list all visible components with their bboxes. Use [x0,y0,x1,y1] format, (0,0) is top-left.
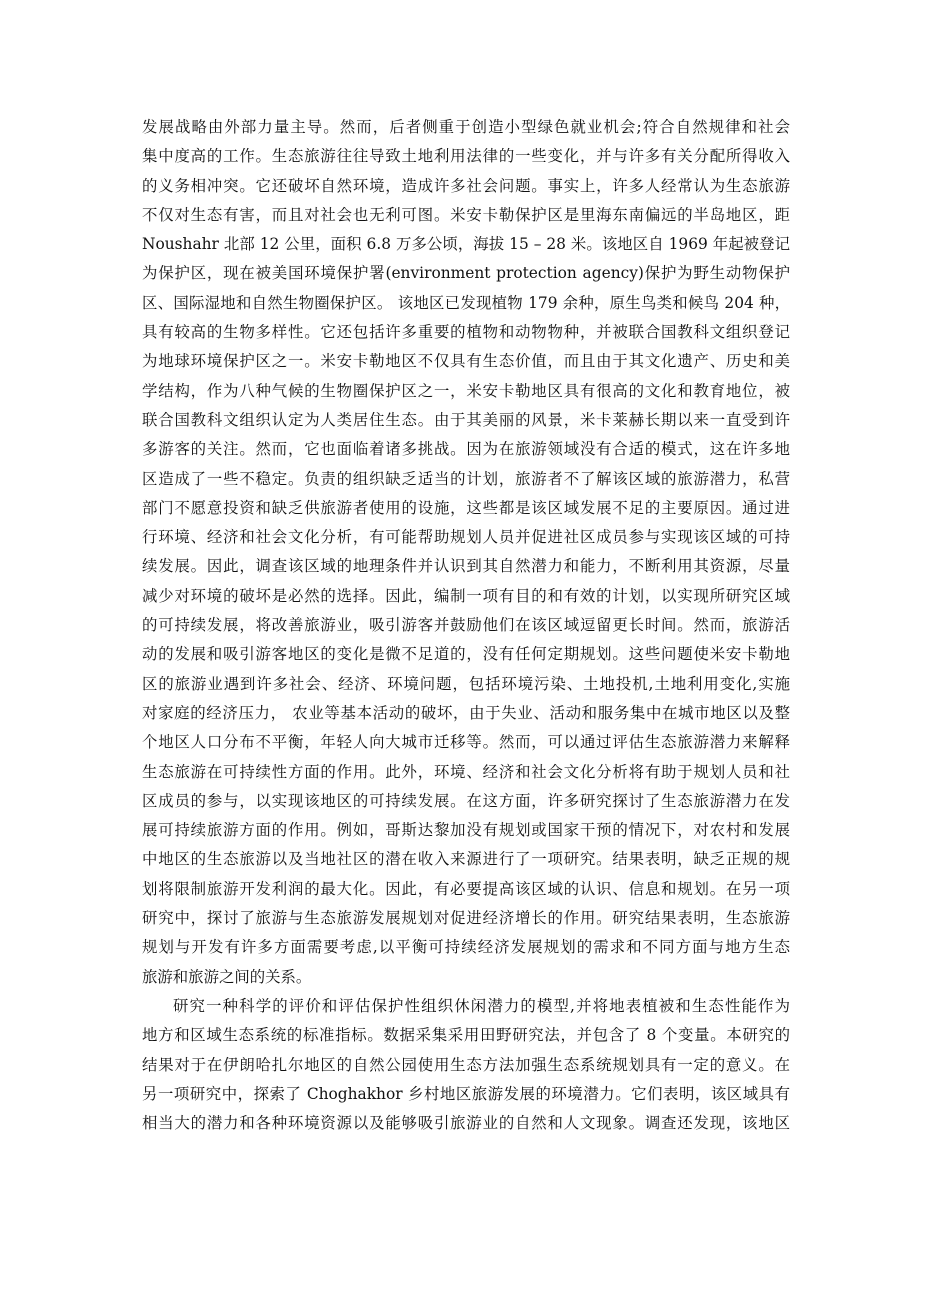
text-line: 结果对于在伊朗哈扎尔地区的自然公园使用生态方法加强生态系统规划具有一定的意义。在 [142,1055,790,1074]
text-line: 多游客的关注。然而，它也面临着诸多挑战。因为在旅游领域没有合适的模式，这在许多地 [142,440,790,459]
body-text [142,113,790,1138]
text-line: 不仅对生态有害，而且对社会也无利可图。米安卡勒保护区是里海东南偏远的半岛地区，距 [142,205,790,224]
paragraph-1 [142,113,790,992]
text-line: 为保护区，现在被美国环境保护署(environment protection agency)保护为野生动物保护 [142,264,790,283]
text-line: 区造成了一些不稳定。负责的组织缺乏适当的计划，旅游者不了解该区域的旅游潜力，私营 [142,469,790,488]
text-line: 为地球环境保护区之一。米安卡勒地区不仅具有生态价值，而且由于其文化遗产、历史和美 [142,352,790,371]
text-line: 学结构，作为八种气候的生物圈保护区之一，米安卡勒地区具有很高的文化和教育地位，被 [142,381,790,400]
paragraph-2 [142,992,790,1138]
text-line: 续发展。因此，调查该区域的地理条件并认识到其自然潜力和能力，不断利用其资源，尽量 [142,557,790,576]
text-line: 个地区人口分布不平衡，年轻人向大城市迁移等。然而，可以通过评估生态旅游潜力来解释 [142,733,790,752]
text-line: 对家庭的经济压力， 农业等基本活动的破坏，由于失业、活动和服务集中在城市地区以及整 [142,703,790,722]
text-line: 相当大的潜力和各种环境资源以及能够吸引旅游业的自然和人文现象。调查还发现，该地区 [142,1114,790,1133]
text-line: Noushahr 北部 12 公里，面积 6.8 万多公顷，海拔 15 – 28 米。该地区自 1969 年起被登记 [142,235,790,254]
text-line: 区成员的参与，以实现该地区的可持续发展。在这方面，许多研究探讨了生态旅游潜力在发 [142,791,790,810]
text-line: 另一项研究中，探索了 Choghakhor 乡村地区旅游发展的环境潜力。它们表明，该区域具有 [142,1084,790,1103]
text-line: 区的旅游业遇到许多社会、经济、环境问题，包括环境污染、土地投机,土地利用变化,实施 [142,674,790,693]
text-line: 部门不愿意投资和缺乏供旅游者使用的设施，这些都是该区域发展不足的主要原因。通过进 [142,498,790,517]
text-line: 中地区的生态旅游以及当地社区的潜在收入来源进行了一项研究。结果表明，缺乏正规的规 [142,850,790,869]
text-line: 行环境、经济和社会文化分析，有可能帮助规划人员并促进社区成员参与实现该区域的可持 [142,528,790,547]
text-line: 发展战略由外部力量主导。然而，后者侧重于创造小型绿色就业机会;符合自然规律和社会 [142,118,790,136]
text-line: 研究中，探讨了旅游与生态旅游发展规划对促进经济增长的作用。研究结果表明，生态旅游 [142,909,790,928]
text-line: 联合国教科文组织认定为人类居住生态。由于其美丽的风景，米卡莱赫长期以来一直受到许 [142,410,790,429]
text-line: 动的发展和吸引游客地区的变化是微不足道的，没有任何定期规划。这些问题使米安卡勒地 [142,645,790,664]
text-line: 集中度高的工作。生态旅游往往导致土地利用法律的一些变化，并与许多有关分配所得收入 [142,147,790,166]
text-line: 区、国际湿地和自然生物圈保护区。 该地区已发现植物 179 余种，原生鸟类和候鸟 204 种， [142,293,790,312]
text-line: 减少对环境的破坏是必然的选择。因此，编制一项有目的和有效的计划，以实现所研究区域 [142,586,790,605]
text-line: 划将限制旅游开发利润的最大化。因此，有必要提高该区域的认识、信息和规划。在另一项 [142,879,790,898]
text-line: 规划与开发有许多方面需要考虑,以平衡可持续经济发展规划的需求和不同方面与地方生态 [142,938,790,957]
text-line: 旅游和旅游之间的关系。 [142,967,312,986]
text-line: 展可持续旅游方面的作用。例如，哥斯达黎加没有规划或国家干预的情况下，对农村和发展 [142,821,790,840]
text-line: 生态旅游在可持续性方面的作用。此外，环境、经济和社会文化分析将有助于规划人员和社 [142,762,790,781]
text-line: 研究一种科学的评价和评估保护性组织休闲潜力的模型,并将地表植被和生态性能作为 [173,996,790,1015]
text-line: 地方和区域生态系统的标准指标。数据采集采用田野研究法，并包含了 8 个变量。本研究的 [142,1026,790,1045]
text-line: 具有较高的生物多样性。它还包括许多重要的植物和动物物种，并被联合国教科文组织登记 [142,323,790,342]
text-line: 的义务相冲突。它还破坏自然环境，造成许多社会问题。事实上，许多人经常认为生态旅游 [142,176,790,195]
text-line: 的可持续发展，将改善旅游业，吸引游客并鼓励他们在该区域逗留更长时间。然而，旅游活 [142,616,790,635]
